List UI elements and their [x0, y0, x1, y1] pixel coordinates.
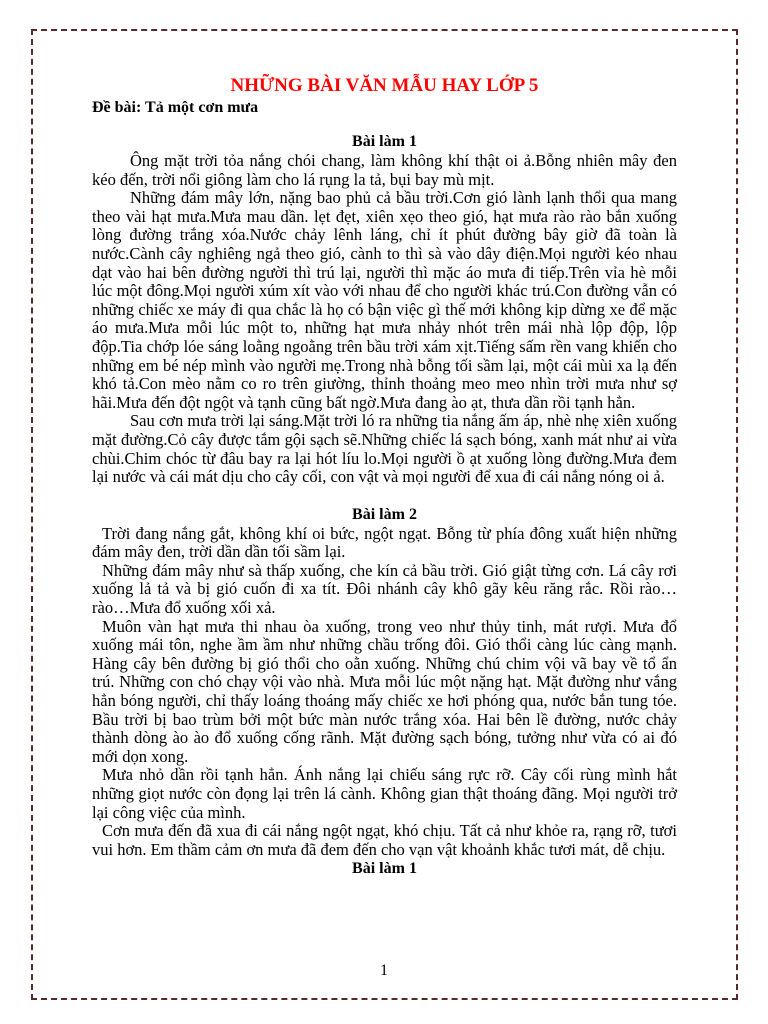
essay-1-paragraph: Những đám mây lớn, nặng bao phủ cả bầu trời.Cơn gió lành lạnh thổi qua mang theo vài hạt mưa.Mưa mau dần. lẹt đẹt, xiên xẹo theo gió, hạt mưa rào rào bắn xuống lòng đường trắng xóa.Nước chảy lênh láng, chỉ ít phút đường bây giờ đã toàn là nước.Cành cây nghiêng ngả theo gió, cành to thì sà vào dây điện.Mọi người kéo nhau dạt vào hai bên đường người thì trú lại, người thì mặc áo mưa đi tiếp.Trên vỉa hè mỗi lúc một đông.Mọi người xúm xít vào với nhau để cho người khác trú.Con đường vẫn có những chiếc xe máy đi qua chắc là họ có bận việc gì thế mới không kịp dừng xe để mặc áo mưa.Mưa mỗi lúc một to, những hạt mưa nhảy nhót trên mái nhà lộp độp, lộp độp.Tia chớp lóe sáng loằng ngoằng trên bầu trời xám xịt.Tiếng sấm rền vang khiến cho những em bé nép mình vào người mẹ.Trong nhà bỗng tối sầm lại, một cái mùi xa lạ đến khó tả.Con mèo nằm co ro trên giường, thỉnh thoảng meo meo nhìn trời mưa như sợ hãi.Mưa đến đột ngột và tạnh cũng bất ngờ.Mưa đang ào ạt, thưa dần rồi tạnh hẳn. [92, 188, 677, 412]
essay-3 [92, 859, 677, 879]
essay-3-heading: Bài làm 1 [352, 860, 417, 878]
document-body [92, 74, 677, 879]
essay-topic: Đề bài: Tả một cơn mưa [92, 99, 259, 116]
essay-1 [92, 132, 677, 487]
essay-2-paragraph: Trời đang nắng gắt, không khí oi bức, ngột ngạt. Bỗng từ phía đông xuất hiện những đám mây đen, trời dần dần tối sầm lại. [92, 523, 677, 562]
page-number: 1 [380, 962, 388, 979]
essay-2-paragraph: Muôn vàn hạt mưa thi nhau òa xuống, trong veo như thủy tinh, mát rượi. Mưa đổ xuống mái tôn, nghe ầm ầm như những chầu trống đôi. Gió thổi càng lúc càng mạnh. Hàng cây bên đường bị gió thổi cho oằn xuống. Những chú chim vội vã bay về tổ ẩn trú. Những con chó chạy vội vào nhà. Mưa mỗi lúc một nặng hạt. Mặt đường như vắng hẳn bóng người, chỉ thấy loáng thoáng mấy chiếc xe hơi phóng qua, nước bắn tung tóe. Bầu trời bị bao trùm bởi một bức màn nước trắng xóa. Hai bên lề đường, nước chảy thành dòng ào ào đổ xuống cống rãnh. Mặt đường sạch bóng, tưởng như vừa có ai đó mới dọn xong. [92, 616, 677, 766]
essay-1-heading: Bài làm 1 [352, 133, 417, 150]
essay-1-paragraph: Sau cơn mưa trời lại sáng.Mặt trời ló ra những tia nắng ấm áp, nhè nhẹ xiên xuống mặt đường.Cỏ cây được tắm gội sạch sẽ.Những chiếc lá sạch bóng, xanh mát như ai vừa chùi.Chim chóc từ đâu bay ra lại hót líu lo.Mọi người ồ ạt xuống lòng đường.Mưa đem lại nước và cái mát dịu cho cây cối, con vật và mọi người để xua đi cái nắng nóng oi ả. [92, 411, 677, 487]
essay-2-heading: Bài làm 2 [352, 505, 417, 523]
essay-2 [92, 505, 677, 860]
essay-2-paragraph: Mưa nhỏ dần rồi tạnh hẳn. Ánh nắng lại chiếu sáng rực rỡ. Cây cối rùng mình hắt những giọt nước còn đọng lại trên lá cành. Không gian thật thoáng đãng. Mọi người trở lại công việc của mình. [92, 765, 677, 822]
essay-2-paragraph: Những đám mây như sà thấp xuống, che kín cả bầu trời. Gió giật từng cơn. Lá cây rơi xuống lả tả và bị gió cuốn đi xa tít. Đôi nhánh cây khô gãy kêu răng rắc. Rồi rào… rào…Mưa đổ xuống xối xả. [92, 560, 677, 618]
essay-2-paragraph: Cơn mưa đến đã xua đi cái nắng ngột ngạt, khó chịu. Tất cả như khỏe ra, rạng rỡ, tươi vui hơn. Em thầm cảm ơn mưa đã đem đến cho vạn vật khoảnh khắc tươi mát, dễ chịu. [92, 821, 677, 859]
document-title: NHỮNG BÀI VĂN MẪU HAY LỚP 5 [230, 75, 539, 96]
essay-1-paragraph: Ông mặt trời tỏa nắng chói chang, làm không khí thật oi ả.Bỗng nhiên mây đen kéo đến, trời nổi giông làm cho lá rụng la tả, bụi bay mù mịt. [92, 151, 677, 189]
section-gap [92, 487, 677, 505]
